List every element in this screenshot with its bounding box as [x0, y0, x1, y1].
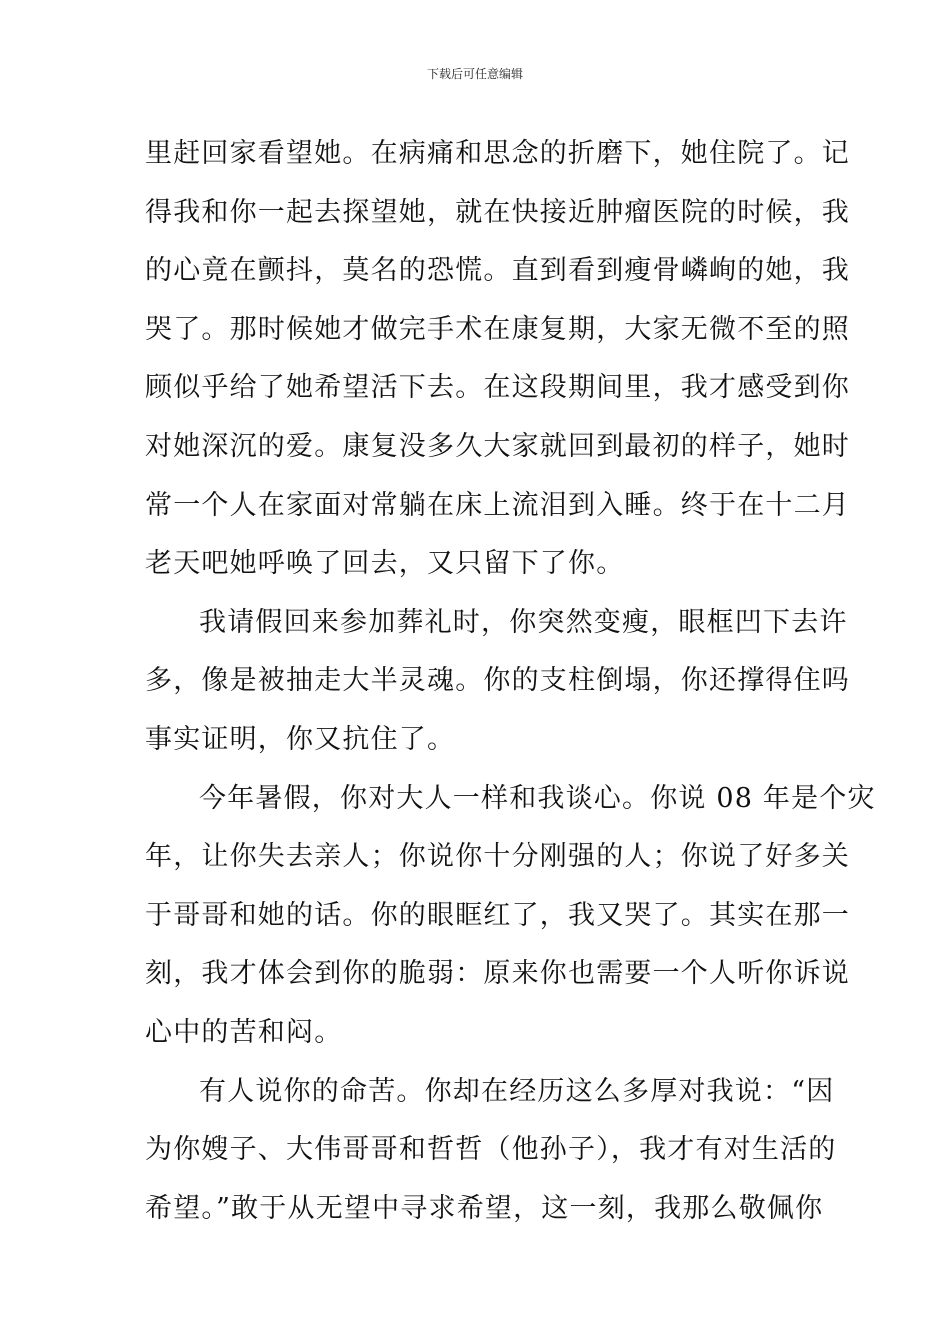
text-line: 多，像是被抽走大半灵魂。你的支柱倒塌，你还撑得住吗 — [145, 665, 850, 697]
text-line: 为你嫂子、大伟哥哥和哲哲（他孙子），我才有对生活的 — [145, 1134, 837, 1166]
text-line: 常一个人在家面对常躺在床上流泪到入睡。终于在十二月 — [145, 489, 850, 521]
text-line: 年，让你失去亲人；你说你十分刚强的人；你说了好多关 — [145, 841, 850, 873]
text-line: 的心竟在颤抖，莫名的恐慌。直到看到瘦骨嶙峋的她，我 — [145, 255, 850, 287]
text-line: 得我和你一起去探望她，就在快接近肿瘤医院的时候，我 — [145, 196, 850, 228]
text-line: 事实证明，你又抗住了。 — [145, 723, 456, 755]
text-line: 顾似乎给了她希望活下去。在这段期间里，我才感受到你 — [145, 372, 850, 404]
text-line: 老天吧她呼唤了回去，又只留下了你。 — [145, 548, 625, 580]
page-header: 下载后可任意编辑 — [426, 67, 523, 81]
text-line: 哭了。那时候她才做完手术在康复期，大家无微不至的照 — [145, 313, 850, 345]
text-line: 心中的苦和闷。 — [145, 1016, 343, 1048]
text-line: 于哥哥和她的话。你的眼眶红了，我又哭了。其实在那一 — [145, 899, 850, 931]
text-line: 我请假回来参加葬礼时，你突然变瘦，眼框凹下去许 — [199, 606, 848, 638]
document-body — [145, 125, 876, 1238]
text-line: 有人说你的命苦。你却在经历这么多厚对我说：“因 — [199, 1075, 835, 1107]
text-line: 对她深沉的爱。康复没多久大家就回到最初的样子，她时 — [145, 430, 850, 462]
text-line: 今年暑假，你对大人一样和我谈心。你说 08 年是个灾 — [199, 782, 876, 814]
text-line: 里赶回家看望她。在病痛和思念的折磨下，她住院了。记 — [145, 138, 850, 169]
text-line: 希望。”敢于从无望中寻求希望，这一刻，我那么敬佩你 — [145, 1192, 824, 1224]
text-line: 刻，我才体会到你的脆弱：原来你也需要一个人听你诉说 — [145, 958, 850, 990]
